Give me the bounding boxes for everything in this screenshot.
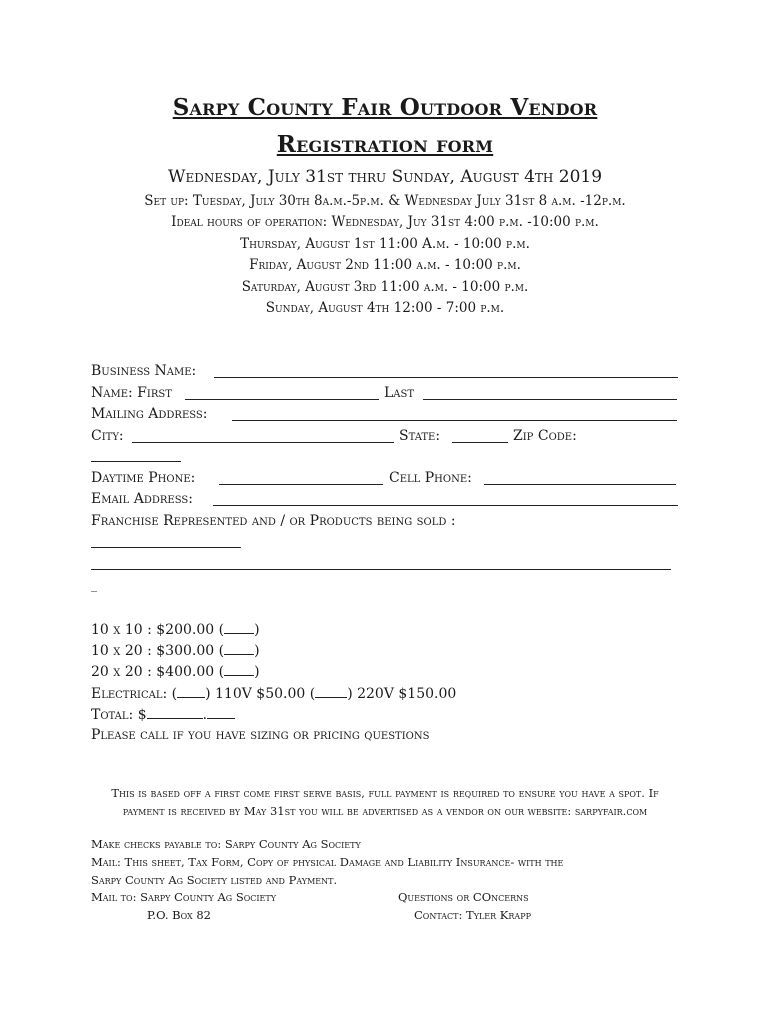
price-10x20 <box>91 641 260 659</box>
electrical-110v-checkbox[interactable] <box>177 684 205 698</box>
daytime-phone-field[interactable] <box>219 484 383 485</box>
po-box: P.O. Box 82 <box>147 908 211 922</box>
total-row <box>91 705 235 723</box>
electrical-label: Electrical: ( <box>91 686 178 702</box>
schedule-saturday: Saturday, August 3rd 11:00 a.m. - 10:00 p.m. <box>241 279 529 295</box>
zip-code-field[interactable] <box>91 461 181 462</box>
franchise-field-line2[interactable] <box>91 569 671 570</box>
city-field[interactable] <box>132 442 394 443</box>
mail-items-cont: Sarpy County Ag Society listed and Payment. <box>91 873 338 887</box>
price-10x10-close: ) <box>254 622 260 638</box>
franchise-field-stray-mark: _ <box>91 578 97 592</box>
franchise-label: Franchise Represented and / or Products being sold : <box>91 513 456 529</box>
schedule-friday: Friday, August 2nd 11:00 a.m. - 10:00 p.m. <box>249 257 521 273</box>
price-20x20-close: ) <box>254 664 260 680</box>
contact-name: Contact: Tyler Krapp <box>414 908 531 922</box>
state-field[interactable] <box>452 442 508 443</box>
form-title-line1: Sarpy County Fair Outdoor Vendor <box>172 94 598 121</box>
total-separator: . <box>202 707 208 723</box>
price-10x20-close: ) <box>254 643 260 659</box>
total-label: Total: $ <box>91 707 147 723</box>
fair-dates: Wednesday, July 31st thru Sunday, August 4th 2019 <box>167 167 603 187</box>
price-10x20-label: 10 x 20 : $300.00 ( <box>91 643 225 659</box>
mailing-address-field[interactable] <box>232 420 677 421</box>
state-label: State: <box>399 428 441 444</box>
business-name-field[interactable] <box>214 377 678 378</box>
cell-phone-field[interactable] <box>484 484 676 485</box>
business-name-label: Business Name: <box>91 363 197 379</box>
total-cents-field[interactable] <box>207 705 235 719</box>
last-name-field[interactable] <box>423 399 677 400</box>
email-address-label: Email Address: <box>91 491 193 507</box>
price-10x10 <box>91 620 260 638</box>
price-10x20-checkbox[interactable] <box>224 641 254 655</box>
daytime-phone-label: Daytime Phone: <box>91 470 196 486</box>
price-20x20-label: 20 x 20 : $400.00 ( <box>91 664 225 680</box>
mail-items: Mail: This sheet, Tax Form, Copy of physical Damage and Liability Insurance- with the <box>91 855 564 869</box>
pricing-note: Please call if you have sizing or pricing questions <box>91 727 430 743</box>
first-name-field[interactable] <box>185 399 379 400</box>
electrical-row <box>91 684 456 702</box>
cell-phone-label: Cell Phone: <box>389 470 472 486</box>
total-dollars-field[interactable] <box>147 705 203 719</box>
mail-to: Mail to: Sarpy County Ag Society <box>91 890 277 904</box>
payment-notice: This is based off a first come first serve basis, full payment is required to ensure you have a spot. If payment is received by May 31st you will be advertised as a vendor on our website: sarpyfair.com <box>111 786 659 818</box>
price-20x20-checkbox[interactable] <box>224 662 254 676</box>
last-name-label: Last <box>384 385 415 401</box>
price-10x10-label: 10 x 10 : $200.00 ( <box>91 622 225 638</box>
electrical-110v-label: ) 110V $50.00 ( <box>205 686 316 702</box>
electrical-220v-label: ) 220V $150.00 <box>347 686 457 702</box>
price-20x20 <box>91 662 260 680</box>
schedule-wednesday: Ideal hours of operation: Wednesday, Juy 31st 4:00 p.m. -10:00 p.m. <box>171 214 599 230</box>
first-name-label: Name: First <box>91 385 172 401</box>
electrical-220v-checkbox[interactable] <box>315 684 347 698</box>
price-10x10-checkbox[interactable] <box>224 620 254 634</box>
franchise-field-line1[interactable] <box>91 547 241 548</box>
mailing-address-label: Mailing Address: <box>91 406 208 422</box>
schedule-thursday: Thursday, August 1st 11:00 A.m. - 10:00 p.m. <box>240 236 530 252</box>
schedule-setup: Set up: Tuesday, July 30th 8a.m.-5p.m. & Wednesday July 31st 8 a.m. -12p.m. <box>144 193 626 209</box>
form-title-line2: Registration form <box>276 131 494 158</box>
email-address-field[interactable] <box>213 505 678 506</box>
zip-code-label: Zip Code: <box>513 428 577 444</box>
checks-payable: Make checks payable to: Sarpy County Ag Society <box>91 837 361 851</box>
questions-heading: Questions or COncerns <box>398 890 529 904</box>
schedule-sunday: Sunday, August 4th 12:00 - 7:00 p.m. <box>265 300 505 316</box>
city-label: City: <box>91 428 124 444</box>
